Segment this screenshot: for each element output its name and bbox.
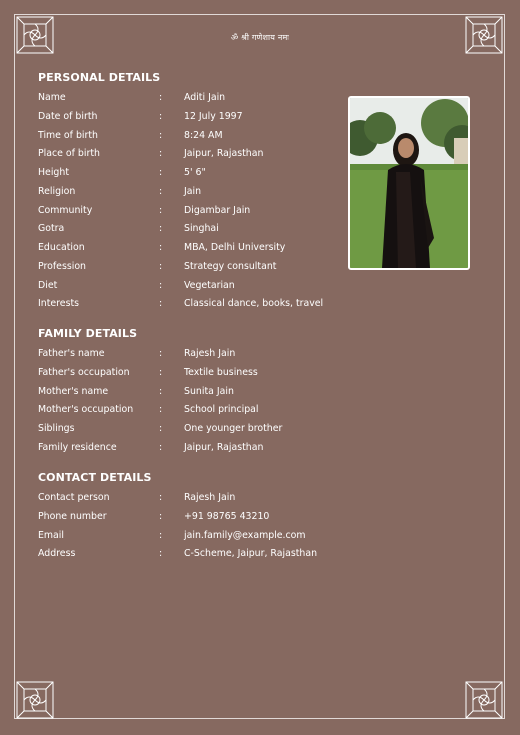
- invocation-text: ॐ श्री गणेशाय नमः: [230, 33, 290, 42]
- detail-value: Singhai: [184, 223, 219, 235]
- detail-separator: :: [159, 148, 163, 160]
- detail-label: Date of birth: [38, 110, 98, 122]
- detail-label: Religion: [38, 185, 76, 197]
- detail-label: Address: [38, 548, 76, 560]
- detail-label: Father's occupation: [38, 366, 130, 378]
- detail-label: Mother's name: [38, 385, 109, 397]
- detail-separator: :: [159, 260, 163, 272]
- detail-label: Education: [38, 242, 85, 253]
- profile-photo: [348, 96, 470, 270]
- detail-label: Community: [38, 204, 93, 216]
- detail-separator: :: [159, 423, 163, 434]
- detail-value: 12 July 1997: [184, 110, 243, 122]
- detail-label: Phone number: [38, 510, 107, 522]
- detail-separator: :: [159, 167, 163, 178]
- detail-separator: :: [159, 492, 163, 503]
- detail-value: Vegetarian: [184, 279, 235, 291]
- corner-ornament-icon: [16, 681, 54, 719]
- detail-label: Siblings: [38, 423, 75, 434]
- contact-details-heading: CONTACT DETAILS: [38, 471, 152, 484]
- detail-separator: :: [159, 110, 163, 122]
- detail-separator: :: [159, 129, 163, 141]
- detail-separator: :: [159, 185, 163, 197]
- detail-value: 8:24 AM: [184, 129, 223, 141]
- detail-separator: :: [159, 279, 163, 291]
- detail-separator: :: [159, 366, 163, 378]
- detail-value: 5' 6": [184, 167, 206, 178]
- detail-value: Jaipur, Rajasthan: [184, 148, 264, 160]
- detail-value: Classical dance, books, travel: [184, 298, 324, 310]
- detail-label: Father's name: [38, 348, 105, 359]
- detail-separator: :: [159, 204, 163, 216]
- corner-ornament-icon: [465, 681, 503, 719]
- detail-label: Diet: [38, 279, 58, 291]
- detail-value: Sunita Jain: [184, 385, 234, 397]
- detail-separator: :: [159, 348, 163, 359]
- detail-separator: :: [159, 385, 163, 397]
- detail-value: Digambar Jain: [184, 204, 251, 216]
- detail-value: Jaipur, Rajasthan: [184, 441, 264, 453]
- detail-separator: :: [159, 441, 163, 453]
- detail-separator: :: [159, 548, 163, 560]
- detail-value: C-Scheme, Jaipur, Rajasthan: [184, 548, 318, 560]
- detail-label: Family residence: [38, 441, 117, 453]
- family-details-heading: FAMILY DETAILS: [38, 327, 138, 340]
- detail-separator: :: [159, 242, 163, 253]
- detail-label: Interests: [38, 298, 80, 310]
- detail-value: Jain: [184, 185, 202, 197]
- detail-separator: :: [159, 298, 163, 310]
- detail-value: Rajesh Jain: [184, 348, 236, 359]
- detail-separator: :: [159, 404, 163, 416]
- detail-label: Email: [38, 529, 65, 541]
- detail-label: Gotra: [38, 223, 65, 235]
- detail-value: School principal: [184, 404, 259, 416]
- detail-value: Textile business: [184, 366, 258, 378]
- detail-value: One younger brother: [184, 423, 283, 434]
- personal-details-heading: PERSONAL DETAILS: [38, 71, 161, 84]
- detail-label: Profession: [38, 260, 86, 272]
- detail-value: Aditi Jain: [184, 92, 226, 103]
- detail-value: +91 98765 43210: [184, 510, 270, 522]
- detail-value: MBA, Delhi University: [184, 242, 286, 253]
- detail-separator: :: [159, 223, 163, 235]
- detail-separator: :: [159, 529, 163, 541]
- detail-label: Mother's occupation: [38, 404, 134, 416]
- detail-value: Strategy consultant: [184, 260, 277, 272]
- detail-label: Place of birth: [38, 148, 100, 160]
- detail-separator: :: [159, 510, 163, 522]
- detail-label: Height: [38, 167, 69, 178]
- detail-separator: :: [159, 92, 163, 103]
- detail-value: jain.family@example.com: [184, 529, 306, 541]
- detail-value: Rajesh Jain: [184, 492, 236, 503]
- detail-label: Contact person: [38, 492, 110, 503]
- detail-label: Name: [38, 92, 66, 103]
- detail-label: Time of birth: [38, 129, 98, 141]
